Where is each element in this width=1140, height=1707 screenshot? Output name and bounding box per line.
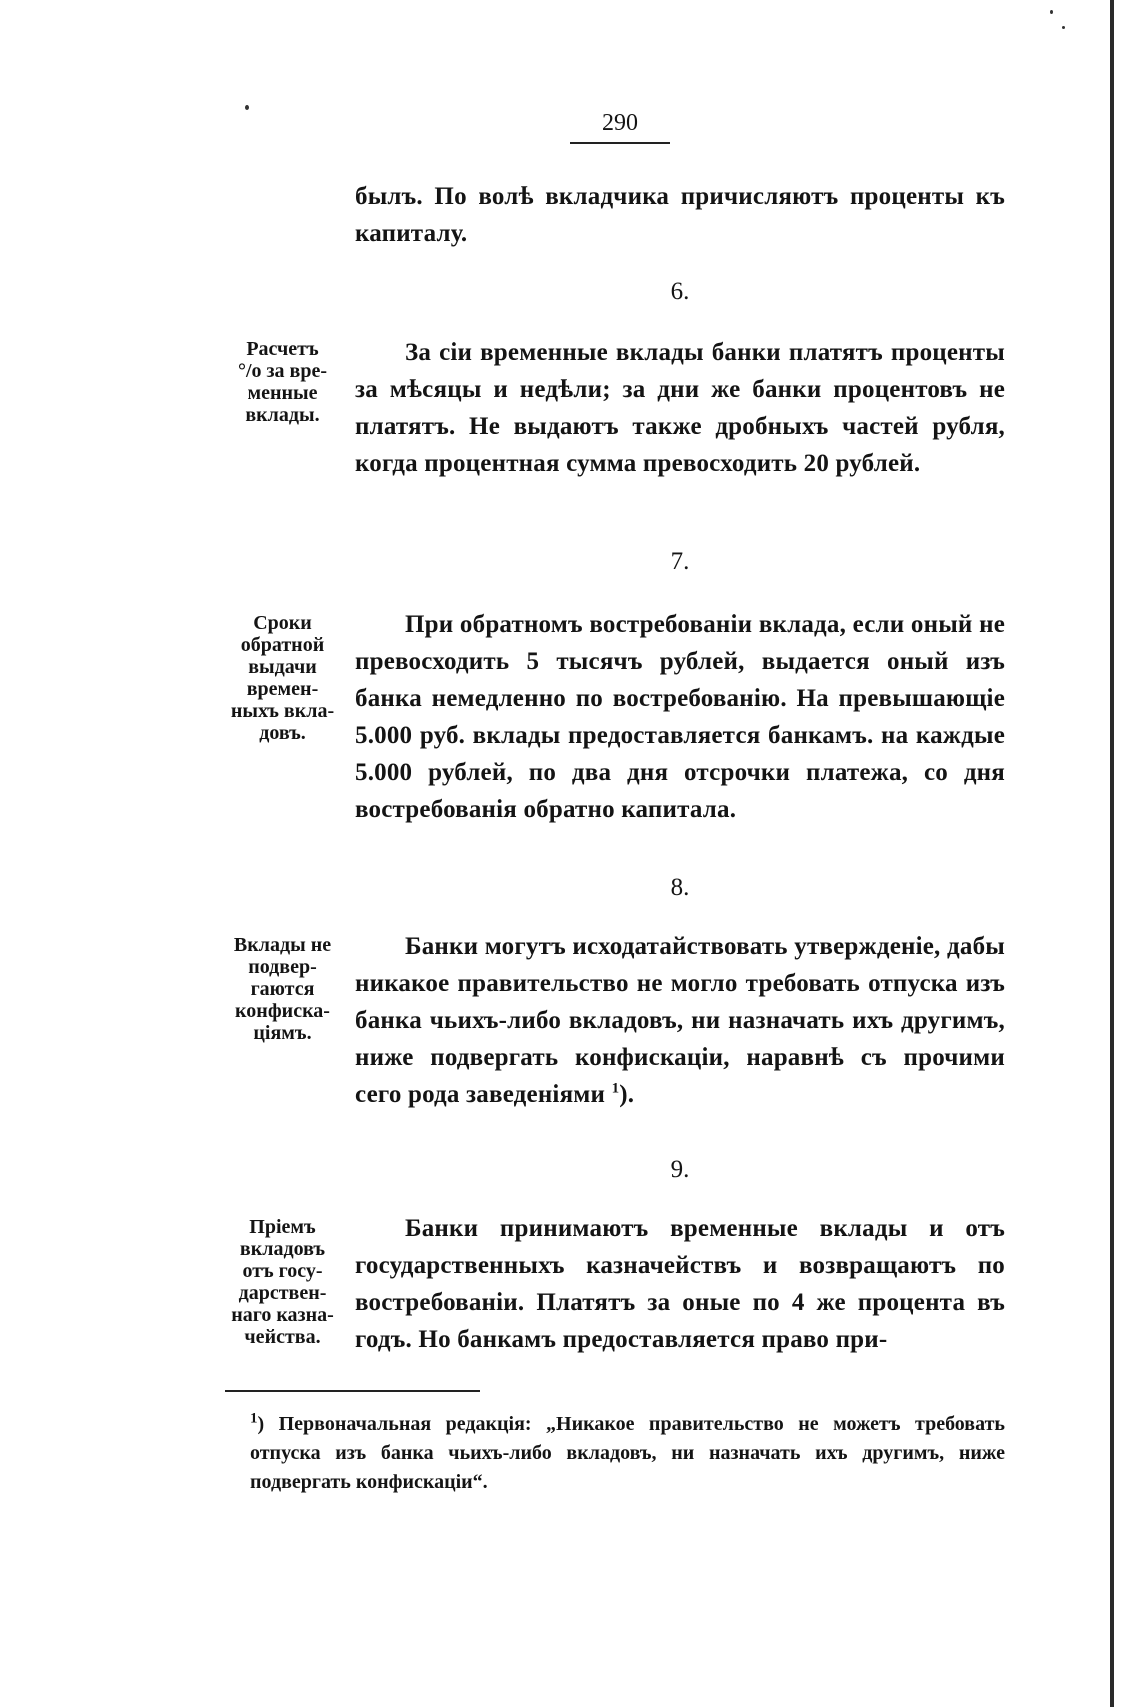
- margin-note-9: [215, 1216, 350, 1348]
- margin-note-line: вкладовъ: [239, 1238, 326, 1260]
- section-6-text: За сіи временные вклады банки платятъ проценты за мѣсяцы и недѣли; за дни же банки процентовъ не платятъ. Не выдаютъ также дробныхъ частей рубля, когда процентная сумма превосходить 20 рублей.: [355, 339, 1005, 477]
- section-number-7: 7.: [670, 548, 690, 575]
- footnote-rule: [225, 1390, 480, 1392]
- margin-note-line: Расчетъ: [246, 338, 319, 360]
- section-9-text: Банки принимаютъ временные вклады и отъ государственныхъ казначействъ и возвращаютъ по востребованіи. Платятъ за оные по 4 же процента въ годъ. Но банкамъ предоставляется право при-: [355, 1215, 1005, 1353]
- margin-note-line: подвер-: [248, 956, 317, 978]
- intro-paragraph: [355, 178, 1005, 252]
- margin-note-line: ціямъ.: [253, 1022, 312, 1044]
- margin-note-line: дарствен-: [238, 1282, 327, 1304]
- margin-note-line: чейства.: [244, 1326, 321, 1348]
- section-8-text: Банки могутъ исходатайствовать утвержденіе, дабы никакое правительство не могло требовать отпуска изъ банка чьихъ-либо вкладовъ, ни назначать ихъ другимъ, ниже подвергать конфискаціи, наравнѣ съ прочими сего рода заведеніями: [355, 933, 1005, 1108]
- margin-note-line: конфиска-: [235, 1000, 330, 1022]
- margin-note-line: Пріемъ: [249, 1216, 316, 1238]
- margin-note-line: выдачи: [248, 656, 317, 678]
- page-edge-shadow: [1110, 0, 1114, 1707]
- margin-note-line: довъ.: [259, 722, 306, 744]
- section-8-text-end: ).: [619, 1081, 635, 1108]
- margin-note-7: [215, 612, 350, 744]
- margin-note-line: менные: [247, 382, 318, 404]
- section-8-paragraph: [355, 928, 1005, 1113]
- margin-note-6: [215, 338, 350, 426]
- section-9-paragraph: [355, 1210, 1005, 1358]
- margin-note-line: °/о за вре-: [237, 360, 328, 382]
- footnote-reference[interactable]: 1: [611, 1080, 620, 1097]
- margin-note-line: ныхъ вкла-: [230, 700, 335, 722]
- margin-note-line: гаются: [250, 978, 315, 1000]
- page-number-rule: [570, 142, 670, 144]
- margin-note-line: Сроки: [253, 612, 312, 634]
- footnote: [250, 1410, 1005, 1497]
- margin-note-line: отъ госу-: [242, 1260, 323, 1282]
- page-number: 290: [602, 110, 638, 136]
- footnote-text: ) Первоначальная редакція: „Никакое правительство не можетъ требовать отпуска изъ банка чьихъ-либо вкладовъ, ни назначать ихъ другимъ, ниже подвергать конфискаціи“.: [250, 1413, 1005, 1493]
- margin-note-line: вклады.: [245, 404, 320, 426]
- margin-note-line: времен-: [246, 678, 319, 700]
- intro-text: былъ. По волѣ вкладчика причисляютъ проценты къ капиталу.: [355, 183, 1005, 247]
- margin-note-line: Вклады не: [233, 934, 332, 956]
- footnote-mark: 1: [250, 1410, 258, 1427]
- section-6-paragraph: [355, 334, 1005, 482]
- print-speck: [245, 105, 249, 110]
- section-number-6: 6.: [670, 278, 690, 305]
- section-7-text: При обратномъ востребованіи вклада, если оный не превосходить 5 тысячъ рублей, выдается оный изъ банка немедленно по востребованію. На превышающіе 5.000 руб. вклады предоставляется банкамъ. на каждые 5.000 рублей, по два дня отсрочки платежа, со дня востребованія обратно капитала.: [355, 611, 1005, 823]
- section-number-9: 9.: [670, 1156, 690, 1183]
- section-7-paragraph: [355, 606, 1005, 828]
- margin-note-8: [215, 934, 350, 1044]
- print-speck: [1062, 26, 1065, 29]
- section-number-8: 8.: [670, 874, 690, 901]
- print-speck: [1050, 10, 1053, 14]
- margin-note-line: наго казна-: [231, 1304, 334, 1326]
- margin-note-line: обратной: [240, 634, 325, 656]
